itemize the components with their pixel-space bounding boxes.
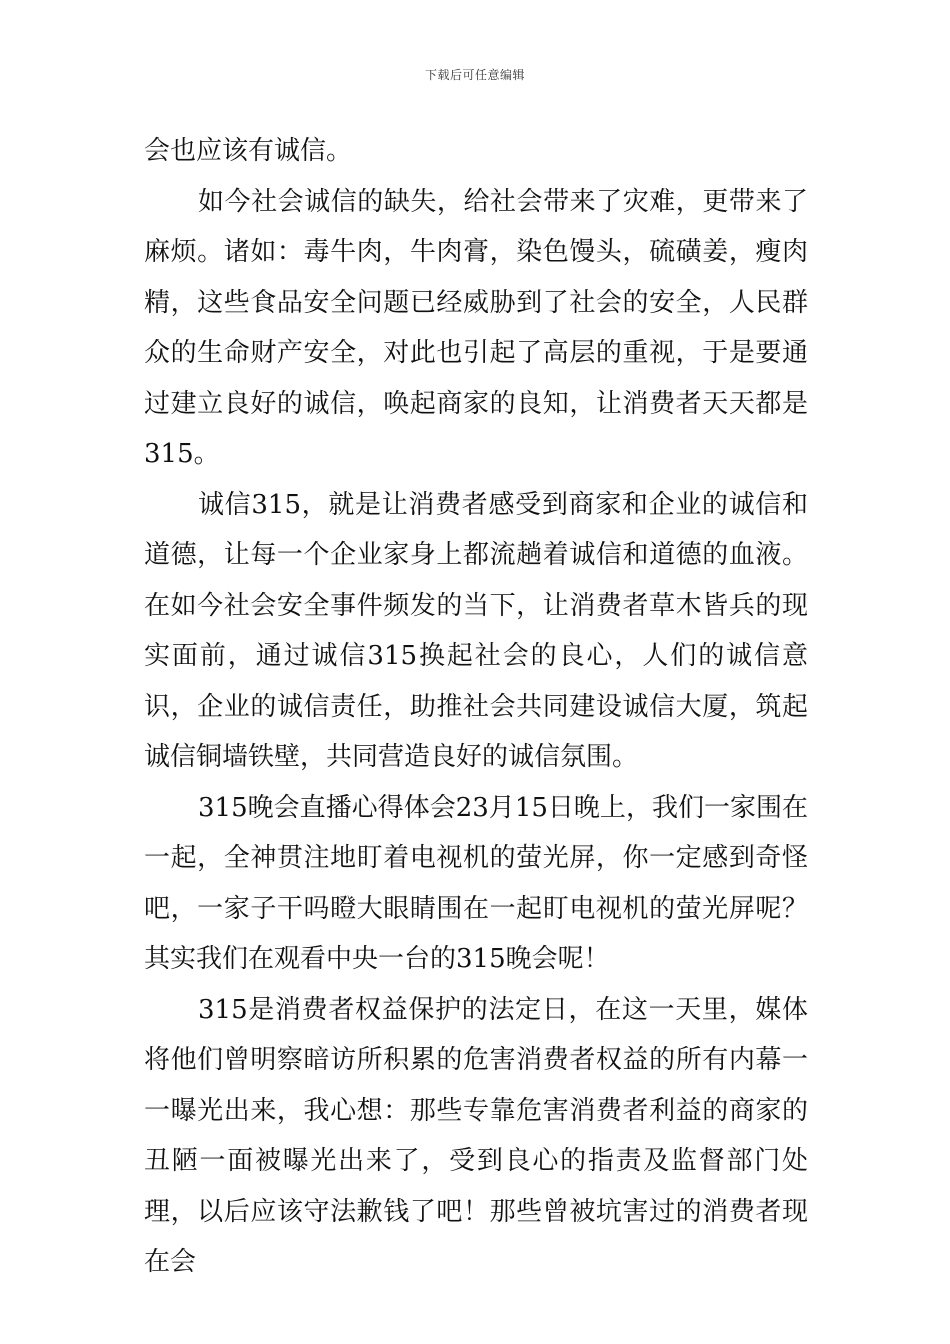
paragraph: 诚信315，就是让消费者感受到商家和企业的诚信和道德，让每一个企业家身上都流趟着诚信和道德的血液。在如今社会安全事件频发的当下，让消费者草木皆兵的现实面前，通过诚信315换起社会的良心，人们的诚信意识，企业的诚信责任，助推社会共同建设诚信大厦，筑起诚信铜墙铁壁，共同营造良好的诚信氛围。 <box>144 489 808 772</box>
paragraph: 315晚会直播心得体会23月15日晚上，我们一家围在一起，全神贯注地盯着电视机的萤光屏，你一定感到奇怪吧，一家子干吗瞪大眼睛围在一起盯电视机的萤光屏呢？其实我们在观看中央一台的315晚会呢！ <box>144 792 808 974</box>
paragraph: 会也应该有诚信。 <box>144 136 353 166</box>
document-body <box>144 126 808 1288</box>
paragraph: 如今社会诚信的缺失，给社会带来了灾难，更带来了麻烦。诸如：毒牛肉，牛肉膏，染色馒头，硫磺姜，瘦肉精，这些食品安全问题已经威胁到了社会的安全，人民群众的生命财产安全，对此也引起了高层的重视，于是要通过建立良好的诚信，唤起商家的良知，让消费者天天都是315。 <box>144 186 808 469</box>
paragraph: 315是消费者权益保护的法定日，在这一天里，媒体将他们曾明察暗访所积累的危害消费者权益的所有内幕一一曝光出来，我心想：那些专靠危害消费者利益的商家的丑陋一面被曝光出来了，受到良心的指责及监督部门处理，以后应该守法歉钱了吧！那些曾被坑害过的消费者现在会 <box>144 994 808 1277</box>
page-header: 下载后可任意编辑 <box>424 68 525 82</box>
